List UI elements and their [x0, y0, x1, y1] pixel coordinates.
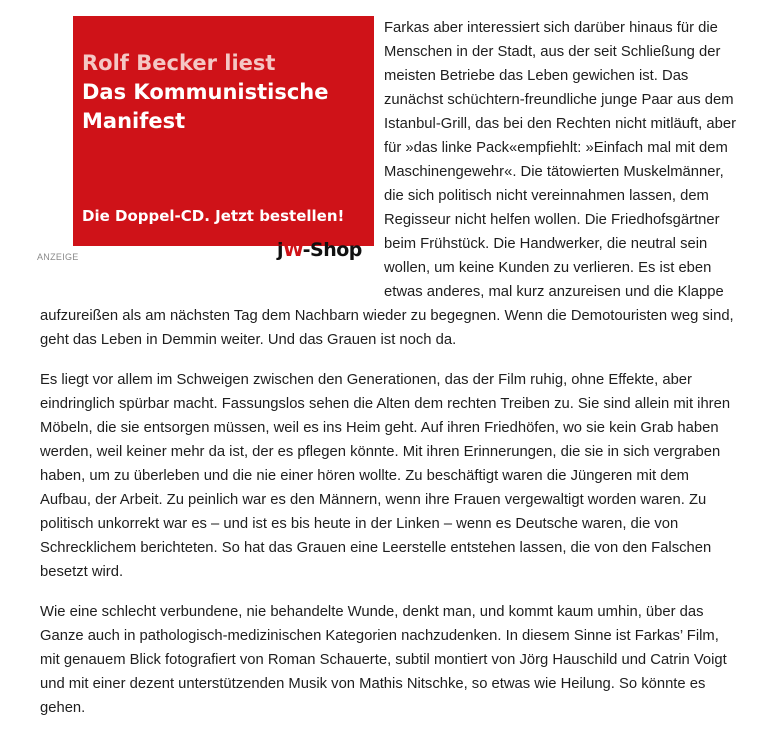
- jw-shop-logo[interactable]: [277, 239, 362, 261]
- ad-title-line1: Rolf Becker liest: [82, 51, 276, 75]
- ad-title-line2: Das Kommunistische Manifest: [82, 80, 329, 133]
- ad-banner-link[interactable]: [73, 16, 374, 246]
- ad-label: ANZEIGE: [37, 252, 79, 262]
- shop-logo-w: W: [283, 239, 303, 261]
- shop-logo-prefix: j: [277, 239, 284, 261]
- advertisement: [28, 12, 374, 282]
- ad-title: [82, 49, 367, 136]
- shop-logo-suffix: -Shop: [302, 239, 362, 261]
- article-paragraph: Farkas aber interessiert sich darüber hinaus für die Menschen in der Stadt, aus der seit Schließung der meisten Betriebe das Leben gewichen ist. Das zunächst schüchtern-freundliche junge Paar aus dem Istanbul-Grill, das bei den Rechten nicht mitläuft, aber für »das linke Pack«empfiehlt: »Einfach mal mit dem Maschinengewehr«. Die tätowierten Muskelmänner, die sich politisch nicht vereinnahmen lassen, dem Regisseur nicht helfen wollen. Die Friedhofsgärtner beim Frühstück. Die Handwerker, die neutral sein wollen, um keine Kunden zu verlieren. Es ist eben etwas anderes, mal kurz anzureisen und die Klappe aufzureißen als am nächsten Tag dem Nachbarn wieder zu begegnen. Wenn die Demotouristen weg sind, geht das Leben in Demmin weiter. Und das Grauen ist noch da.: [40, 20, 737, 348]
- article-paragraph: Es liegt vor allem im Schweigen zwischen den Generationen, das der Film ruhig, ohne Effekte, aber eindringlich spürbar macht. Fassungslos sehen die Alten dem rechten Treiben zu. Sie sind allein mit ihren Möbeln, die sie entsorgen müssen, weil es ins Heim geht. Auf ihren Friedhöfen, wo sie kein Grab haben werden, weil keiner mehr da ist, der es pflegen könnte. Mit ihren Erinnerungen, die sie in sich vergraben haben, um zu überleben und die nie einer hören wollte. Zu beschäftigt waren die Jüngeren mit dem Aufbau, der Arbeit. Zu peinlich war es den Männern, wenn ihre Frauen vergewaltigt worden waren. Zu politisch unkorrekt war es – und ist es bis heute in der Linken – wenn es Deutsche waren, die von Schrecklichem berichteten. So hat das Grauen eine Leerstelle entstehen lassen, die von den Falschen besetzt wird.: [40, 372, 731, 580]
- article-paragraph: Wie eine schlecht verbundene, nie behandelte Wunde, denkt man, und kommt kaum umhin, über das Ganze auch in pathologisch-medizinischen Kategorien nachzudenken. In diesem Sinne ist Farkas’ Film, mit genauem Blick fotografiert von Roman Schauerte, subtil montiert von Jörg Hauschild und Catrin Voigt und mit einer dezent unterstützenden Musik von Mathis Nitschke, so etwas wie Heilung. So könnte es gehen.: [40, 604, 727, 716]
- ad-cta-text: Die Doppel-CD. Jetzt bestellen!: [82, 207, 345, 225]
